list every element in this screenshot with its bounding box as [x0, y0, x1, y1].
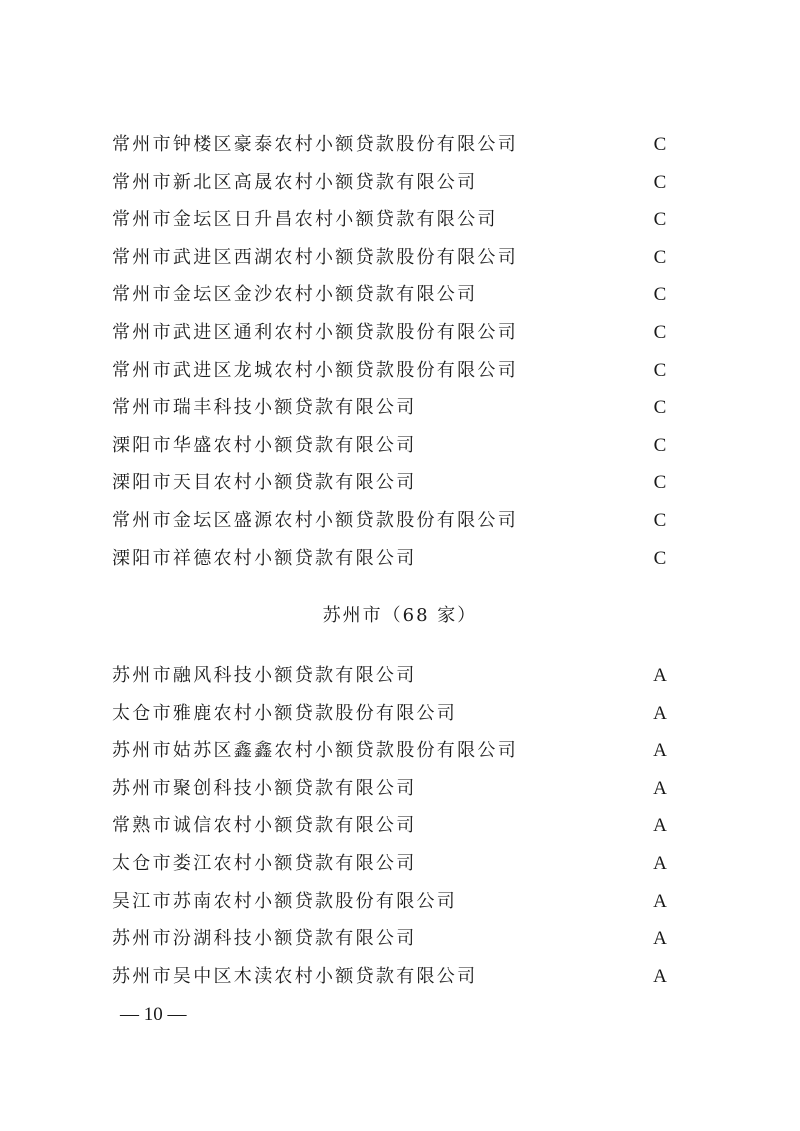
rating-grade: C [653, 171, 667, 193]
changzhou-company-list [0, 126, 800, 577]
rating-grade: C [653, 134, 667, 155]
company-name: 溧阳市祥德农村小额贷款有限公司 [112, 547, 417, 569]
list-item [0, 695, 800, 733]
rating-grade: A [653, 665, 667, 686]
company-name: 常州市金坛区金沙农村小额贷款有限公司 [112, 284, 478, 306]
list-item [0, 770, 800, 808]
list-item [0, 845, 800, 883]
company-name: 吴江市苏南农村小额贷款股份有限公司 [112, 890, 458, 912]
rating-grade: C [653, 246, 667, 268]
list-item [0, 201, 800, 239]
list-item [0, 276, 800, 314]
list-item [0, 314, 800, 352]
company-name: 苏州市吴中区木渎农村小额贷款有限公司 [112, 965, 478, 987]
rating-grade: A [653, 740, 667, 762]
company-name: 常州市金坛区盛源农村小额贷款股份有限公司 [112, 509, 518, 531]
company-name: 常州市金坛区日升昌农村小额贷款有限公司 [112, 209, 498, 231]
list-item [0, 464, 800, 502]
page-number: — 10 — [120, 1004, 187, 1025]
company-name: 常州市钟楼区豪泰农村小额贷款股份有限公司 [112, 134, 518, 155]
rating-grade: C [653, 359, 667, 381]
rating-grade: C [653, 284, 667, 306]
company-name: 苏州市姑苏区鑫鑫农村小额贷款股份有限公司 [112, 740, 518, 762]
company-name: 常州市武进区龙城农村小额贷款股份有限公司 [112, 359, 518, 381]
list-item [0, 427, 800, 465]
list-item [0, 126, 800, 164]
list-item [0, 883, 800, 921]
list-item [0, 164, 800, 202]
rating-grade: C [653, 472, 667, 494]
list-item [0, 807, 800, 845]
company-name: 苏州市融风科技小额贷款有限公司 [112, 665, 417, 686]
company-name: 苏州市聚创科技小额贷款有限公司 [112, 777, 417, 799]
list-item [0, 540, 800, 578]
company-name: 太仓市雅鹿农村小额贷款股份有限公司 [112, 702, 458, 724]
rating-grade: C [653, 321, 667, 343]
company-name: 常州市武进区西湖农村小额贷款股份有限公司 [112, 246, 518, 268]
rating-grade: A [653, 965, 667, 987]
company-name: 常熟市诚信农村小额贷款有限公司 [112, 815, 417, 837]
company-name: 常州市新北区高晟农村小额贷款有限公司 [112, 171, 478, 193]
rating-grade: A [653, 815, 667, 837]
list-item [0, 657, 800, 695]
list-item [0, 389, 800, 427]
section-heading-suzhou: 苏州市（68 家） [322, 605, 478, 626]
rating-grade: C [653, 397, 667, 419]
list-item [0, 920, 800, 958]
suzhou-company-list [0, 657, 800, 995]
rating-grade: A [653, 777, 667, 799]
rating-grade: A [653, 852, 667, 874]
company-name: 溧阳市天目农村小额贷款有限公司 [112, 472, 417, 494]
rating-grade: C [653, 209, 667, 231]
list-item [0, 352, 800, 390]
list-item [0, 732, 800, 770]
list-item [0, 239, 800, 277]
list-item [0, 958, 800, 996]
company-name: 常州市瑞丰科技小额贷款有限公司 [112, 397, 417, 419]
company-name: 溧阳市华盛农村小额贷款有限公司 [112, 434, 417, 456]
rating-grade: C [653, 509, 667, 531]
company-name: 苏州市汾湖科技小额贷款有限公司 [112, 928, 417, 950]
rating-grade: A [653, 890, 667, 912]
company-name: 常州市武进区通利农村小额贷款股份有限公司 [112, 321, 518, 343]
rating-grade: C [653, 547, 667, 569]
company-name: 太仓市娄江农村小额贷款有限公司 [112, 852, 417, 874]
rating-grade: C [653, 434, 667, 456]
list-item [0, 502, 800, 540]
rating-grade: A [653, 702, 667, 724]
rating-grade: A [653, 928, 667, 950]
